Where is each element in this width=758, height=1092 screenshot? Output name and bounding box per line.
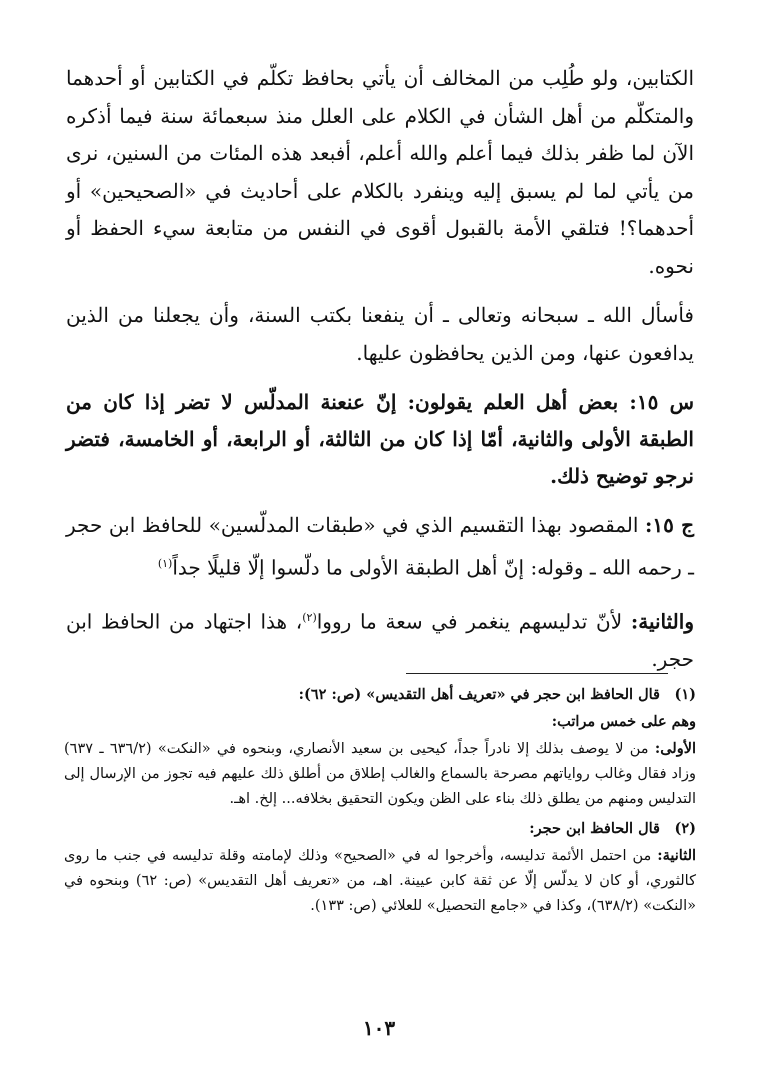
paragraph-1: الكتابين، ولو طُلِب من المخالف أن يأتي بحافظ تكلّم في الكتابين أو أحدهما والمتكلّم من أهل الشأن في الكلام على العلل منذ سبعمائة سنة فيما أذكره الآن لما ظفر بذلك فيما أعلم والله أعلم، أفبعد هذه المئات من السنين، نرى من يأتي لما لم يسبق إليه وينفرد بالكلام على أحاديث في «الصحيحين» أو أحدهما؟! فتلقي الأمة بالقبول أقوى في النفس من متابعة سيء الحفظ أو نحوه.	[66, 66, 694, 278]
answer-text: المقصود بهذا التقسيم الذي في «طبقات المدلّسين» للحافظ ابن حجر ـ رحمه الله ـ وقوله: إنّ أهل الطبقة الأولى ما دلّسوا إلّا قليلًا جداً	[66, 513, 694, 580]
footnote-1-heading	[64, 682, 696, 707]
footnote-1-label: الأولى:	[654, 740, 697, 757]
footnote-2-title: قال الحافظ ابن حجر:	[529, 820, 660, 837]
second-label: والثانية:	[630, 609, 694, 634]
footnote-2-body	[64, 843, 696, 919]
footnote-1-number: (١)	[674, 686, 696, 703]
footnote-separator	[406, 673, 668, 674]
second-text: لأنّ تدليسهم ينغمر في سعة ما رووا	[316, 609, 623, 634]
second-tier-paragraph	[66, 599, 694, 679]
answer-15	[66, 507, 694, 587]
footnote-1-subheading: وهم على خمس مراتب:	[551, 713, 696, 730]
answer-label: ج ١٥:	[645, 513, 694, 537]
second-text-tail: ، هذا اجتهاد من الحافظ ابن حجر.	[66, 609, 694, 671]
question-15: س ١٥: بعض أهل العلم يقولون: إنّ عنعنة المدلّس لا تضر إذا كان من الطبقة الأولى والثانية، أمّا إذا كان من الثالثة، أو الرابعة، أو الخامسة، فتضر نرجو توضيح ذلك.	[66, 390, 694, 488]
main-text	[66, 60, 694, 678]
footnote-2-number: (٢)	[674, 820, 696, 837]
footnote-2-label: الثانية:	[657, 847, 697, 864]
page-number: ١٠٣	[362, 1016, 396, 1040]
footnote-1-title: قال الحافظ ابن حجر في «تعريف أهل التقديس» (ص: ٦٢):	[298, 686, 660, 703]
footnotes	[64, 682, 696, 919]
footnote-ref-1[interactable]: (١)	[157, 556, 173, 570]
footnote-1-text: من لا يوصف بذلك إلا نادراً جداً، كيحيى بن سعيد الأنصاري، وبنحوه في «النكت» (٦٣٦/٢ ـ ٦٣٧) وزاد فقال وغالب رواياتهم مصرحة بالسماع والغالب إطلاق من أطلق ذلك عليهم فيه تجوز من الإرسال إلى التدليس ومنهم من يطلق ذلك بناء على الظن ويكون التحقيق بخلافه... إلخ. اهـ.	[64, 741, 696, 807]
footnote-1-body	[64, 736, 696, 812]
footnote-2-text: من احتمل الأئمة تدليسه، وأخرجوا له في «الصحيح» وذلك لإمامته وقلة تدليسه في جنب ما روى كالثوري، أو كان لا يدلّس إلّا عن ثقة كابن عيينة. اهـ، من «تعريف أهل التقديس» (ص: ٦٢) وبنحوه في «النكت» (٦٣٨/٢)، وكذا في «جامع التحصيل» للعلائي (ص: ١٣٣).	[64, 848, 696, 914]
paragraph-2: فأسأل الله ـ سبحانه وتعالى ـ أن ينفعنا بكتب السنة، وأن يجعلنا من الذين يدافعون عنها، ومن الذين يحافظون عليها.	[66, 303, 694, 365]
footnote-ref-2[interactable]: (٢)	[302, 610, 317, 624]
footnote-2-heading	[64, 816, 696, 841]
